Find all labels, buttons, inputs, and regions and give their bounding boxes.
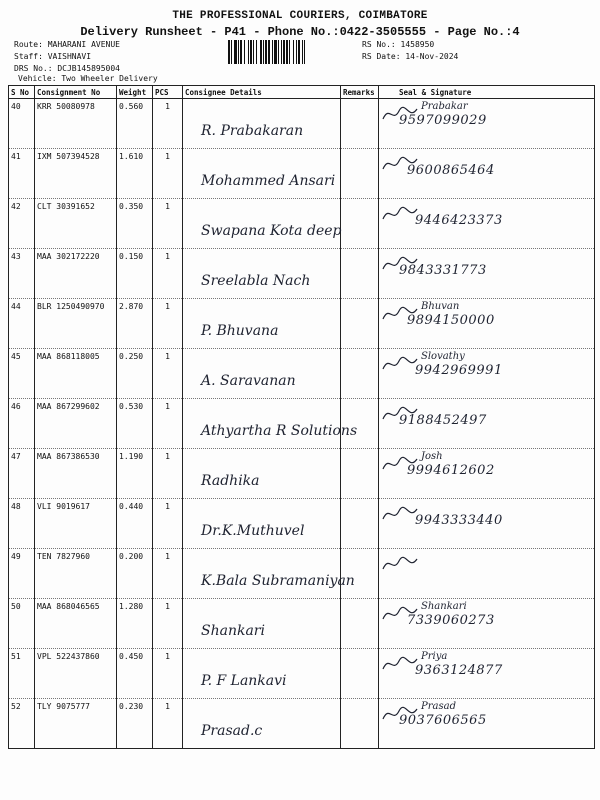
row-weight: 0.250: [117, 349, 153, 399]
row-consignee-details: [183, 349, 341, 399]
row-consignee-details: [183, 449, 341, 499]
company-title: THE PROFESSIONAL COURIERS, COIMBATORE: [172, 10, 428, 22]
runsheet-heading: Delivery Runsheet - P41 - Phone No.:0422-3505555 - Page No.:4: [80, 25, 520, 39]
row-sno: 45: [9, 349, 35, 399]
row-consignment-no: BLR 1250490970: [35, 299, 117, 349]
row-weight: 1.280: [117, 599, 153, 649]
row-pcs: 1: [153, 699, 183, 749]
row-weight: 0.530: [117, 399, 153, 449]
signature-phone: 9188452497: [399, 413, 487, 428]
row-remarks: [341, 349, 379, 399]
signature-scribble-icon: [381, 553, 421, 575]
row-sno: 48: [9, 499, 35, 549]
row-pcs: 1: [153, 399, 183, 449]
row-consignment-no: TEN 7827960: [35, 549, 117, 599]
row-consignee-details: [183, 549, 355, 599]
signature-scribble-icon: [381, 603, 421, 625]
col-weight: Weight: [117, 86, 153, 99]
col-consignment: Consignment No: [35, 86, 117, 99]
signature-phone: 9446423373: [415, 213, 503, 228]
row-seal-signature: [379, 149, 595, 199]
table-row: [9, 549, 595, 599]
row-consignee-details: [183, 199, 341, 249]
row-remarks: [341, 649, 379, 699]
row-consignee-details: [183, 649, 341, 699]
row-weight: 1.190: [117, 449, 153, 499]
signature-name: Josh: [421, 451, 443, 462]
rs-date: RS Date: 14-Nov-2024: [362, 52, 459, 61]
row-seal-signature: [379, 349, 595, 399]
row-seal-signature: [379, 249, 595, 299]
row-consignee-details: [183, 149, 341, 199]
table-row: [9, 649, 595, 699]
row-seal-signature: [379, 99, 595, 149]
signature-scribble-icon: [381, 203, 421, 225]
signature-name: Slovathy: [421, 351, 465, 362]
drs-number: DRS No.: DCJB145895004: [14, 64, 120, 73]
table-row: [9, 149, 595, 199]
signature-scribble-icon: [381, 353, 421, 375]
signature-name: Shankari: [421, 601, 467, 612]
signature-phone: 9942969991: [415, 363, 503, 378]
row-weight: 0.230: [117, 699, 153, 749]
row-seal-signature: [379, 449, 595, 499]
signature-name: Prabakar: [421, 101, 468, 112]
row-consignment-no: IXM 507394528: [35, 149, 117, 199]
row-sno: 49: [9, 549, 35, 599]
row-remarks: [341, 249, 379, 299]
signature-scribble-icon: [381, 703, 421, 725]
row-sno: 42: [9, 199, 35, 249]
row-seal-signature: [379, 399, 595, 449]
table-row: [9, 399, 595, 449]
row-pcs: 1: [153, 649, 183, 699]
row-sno: 44: [9, 299, 35, 349]
col-seal: Seal & Signature: [379, 86, 595, 99]
signature-phone: 9994612602: [407, 463, 495, 478]
row-consignee-details: [183, 699, 341, 749]
row-weight: 2.870: [117, 299, 153, 349]
row-remarks: [341, 449, 379, 499]
consignee-handwritten-name: Prasad.c: [201, 723, 263, 739]
row-consignment-no: MAA 867386530: [35, 449, 117, 499]
table-row: [9, 249, 595, 299]
row-pcs: 1: [153, 99, 183, 149]
table-row: [9, 299, 595, 349]
row-weight: 0.200: [117, 549, 153, 599]
consignee-handwritten-name: R. Prabakaran: [201, 123, 304, 139]
row-consignee-details: [183, 249, 341, 299]
row-consignee-details: [183, 599, 341, 649]
row-remarks: [341, 499, 379, 549]
consignee-handwritten-name: Shankari: [201, 623, 265, 639]
row-weight: 0.560: [117, 99, 153, 149]
row-consignment-no: TLY 9075777: [35, 699, 117, 749]
staff-label: Staff: VAISHNAVI: [14, 52, 92, 61]
consignee-handwritten-name: P. Bhuvana: [201, 323, 279, 339]
signature-scribble-icon: [381, 103, 421, 125]
row-pcs: 1: [153, 349, 183, 399]
consignee-handwritten-name: Sreelabla Nach: [201, 273, 311, 289]
row-sno: 52: [9, 699, 35, 749]
row-remarks: [341, 599, 379, 649]
row-consignment-no: VLI 9019617: [35, 499, 117, 549]
row-weight: 0.440: [117, 499, 153, 549]
signature-scribble-icon: [381, 153, 421, 175]
row-pcs: 1: [153, 549, 183, 599]
barcode: [228, 40, 356, 64]
signature-phone: 9843331773: [399, 263, 487, 278]
table-row: [9, 699, 595, 749]
row-pcs: 1: [153, 449, 183, 499]
table-row: [9, 599, 595, 649]
row-consignment-no: VPL 522437860: [35, 649, 117, 699]
row-consignee-details: [183, 99, 341, 149]
signature-phone: 7339060273: [407, 613, 495, 628]
signature-scribble-icon: [381, 653, 421, 675]
signature-scribble-icon: [381, 303, 421, 325]
row-sno: 51: [9, 649, 35, 699]
signature-phone: 9600865464: [407, 163, 495, 178]
row-pcs: 1: [153, 599, 183, 649]
row-pcs: 1: [153, 499, 183, 549]
row-consignee-details: [183, 399, 358, 449]
row-seal-signature: [379, 699, 595, 749]
vehicle-label: Vehicle: Two Wheeler Delivery: [18, 74, 158, 83]
rs-number: RS No.: 1458950: [362, 40, 435, 49]
row-weight: 0.450: [117, 649, 153, 699]
row-weight: 0.150: [117, 249, 153, 299]
signature-scribble-icon: [381, 253, 421, 275]
row-consignment-no: KRR 50080978: [35, 99, 117, 149]
signature-phone: 9363124877: [415, 663, 503, 678]
row-remarks: [341, 99, 379, 149]
row-sno: 47: [9, 449, 35, 499]
signature-scribble-icon: [381, 403, 421, 425]
col-pcs: PCS: [153, 86, 183, 99]
row-pcs: 1: [153, 299, 183, 349]
consignee-handwritten-name: Mohammed Ansari: [201, 173, 336, 189]
consignee-handwritten-name: Swapana Kota deep: [201, 223, 342, 239]
signature-phone: 9894150000: [407, 313, 495, 328]
barcode-bar: [305, 40, 307, 64]
table-row: [9, 499, 595, 549]
signature-name: Prasad: [421, 701, 456, 712]
signature-name: Bhuvan: [421, 301, 460, 312]
table-row: [9, 99, 595, 149]
table-row: [9, 349, 595, 399]
consignee-handwritten-name: K.Bala Subramaniyan: [201, 573, 355, 589]
row-weight: 0.350: [117, 199, 153, 249]
row-pcs: 1: [153, 149, 183, 199]
col-consignee: Consignee Details: [183, 86, 341, 99]
signature-phone: 9037606565: [399, 713, 487, 728]
row-pcs: 1: [153, 199, 183, 249]
consignee-handwritten-name: P. F Lankavi: [201, 673, 287, 689]
table-row: [9, 449, 595, 499]
row-sno: 40: [9, 99, 35, 149]
row-remarks: [341, 199, 379, 249]
row-seal-signature: [379, 549, 595, 599]
row-sno: 41: [9, 149, 35, 199]
signature-scribble-icon: [381, 503, 421, 525]
row-seal-signature: [379, 649, 595, 699]
row-consignment-no: MAA 867299602: [35, 399, 117, 449]
runsheet-table: [8, 85, 595, 749]
col-remarks: Remarks: [341, 86, 379, 99]
row-seal-signature: [379, 599, 595, 649]
consignee-handwritten-name: A. Saravanan: [201, 373, 296, 389]
row-remarks: [341, 299, 379, 349]
signature-phone: 9597099029: [399, 113, 487, 128]
consignee-handwritten-name: Athyartha R Solutions: [201, 423, 358, 439]
row-consignment-no: MAA 868118005: [35, 349, 117, 399]
row-sno: 43: [9, 249, 35, 299]
row-pcs: 1: [153, 249, 183, 299]
row-seal-signature: [379, 199, 595, 249]
row-sno: 50: [9, 599, 35, 649]
row-weight: 1.610: [117, 149, 153, 199]
row-remarks: [341, 149, 379, 199]
table-row: [9, 199, 595, 249]
consignee-handwritten-name: Dr.K.Muthuvel: [201, 523, 305, 539]
signature-name: Priya: [421, 651, 448, 662]
row-remarks: [341, 699, 379, 749]
row-consignment-no: MAA 868046565: [35, 599, 117, 649]
route-label: Route: MAHARANI AVENUE: [14, 40, 120, 49]
row-consignment-no: CLT 30391652: [35, 199, 117, 249]
row-seal-signature: [379, 499, 595, 549]
col-sno: S No: [9, 86, 35, 99]
row-consignment-no: MAA 302172220: [35, 249, 117, 299]
consignee-handwritten-name: Radhika: [201, 473, 260, 489]
signature-scribble-icon: [381, 453, 421, 475]
row-seal-signature: [379, 299, 595, 349]
signature-phone: 9943333440: [415, 513, 503, 528]
table-header-row: [9, 86, 595, 99]
row-consignee-details: [183, 499, 341, 549]
row-sno: 46: [9, 399, 35, 449]
row-consignee-details: [183, 299, 341, 349]
